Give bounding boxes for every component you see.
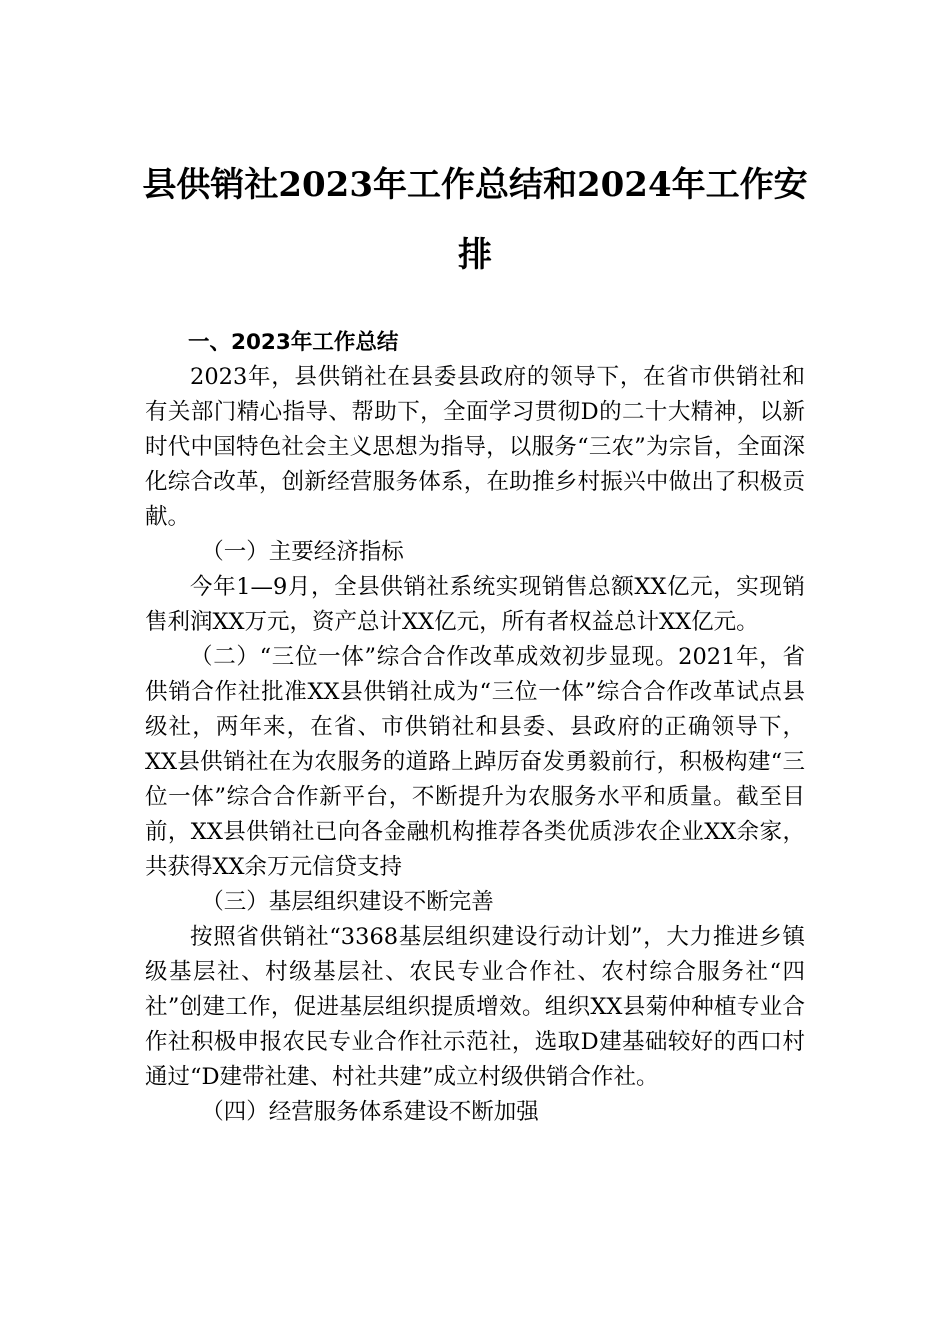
economic-indicators-paragraph: 今年1—9月，全县供销社系统实现销售总额XX亿元，实现销售利润XX万元，资产总计XX亿元，所有者权益总计XX亿元。 — [145, 574, 805, 635]
document-body — [145, 325, 805, 1130]
subsection-heading-service-system: （四）经营服务体系建设不断加强 — [201, 1099, 539, 1125]
subsection-heading-grassroots: （三）基层组织建设不断完善 — [201, 889, 494, 915]
subsection-heading-economic-indicators: （一）主要经济指标 — [201, 539, 404, 565]
document-title: 县供销社2023年工作总结和2024年工作安排 — [142, 165, 808, 275]
section-heading-work-summary: 一、2023年工作总结 — [188, 330, 399, 355]
grassroots-paragraph: 按照省供销社“3368基层组织建设行动计划”，大力推进乡镇级基层社、村级基层社、农民专业合作社、农村综合服务社“四社”创建工作，促进基层组织提质增效。组织XX县菊仲种植专业合作社积极申报农民专业合作社示范社，选取D建基础较好的西口村通过“D建带社建、村社共建”成立村级供销合作社。 — [145, 924, 805, 1090]
intro-paragraph: 2023年，县供销社在县委县政府的领导下，在省市供销社和有关部门精心指导、帮助下，全面学习贯彻D的二十大精神，以新时代中国特色社会主义思想为指导，以服务“三农”为宗旨，全面深化综合改革，创新经营服务体系，在助推乡村振兴中做出了积极贡献。 — [145, 364, 805, 530]
reform-paragraph: （二）“三位一体”综合合作改革成效初步显现。2021年，省供销合作社批准XX县供销社成为“三位一体”综合合作改革试点县级社，两年来，在省、市供销社和县委、县政府的正确领导下，XX县供销社在为农服务的道路上踔厉奋发勇毅前行，积极构建“三位一体”综合合作新平台，不断提升为农服务水平和质量。截至目前，XX县供销社已向各金融机构推荐各类优质涉农企业XX余家，共获得XX余万元信贷支持 — [145, 644, 805, 880]
